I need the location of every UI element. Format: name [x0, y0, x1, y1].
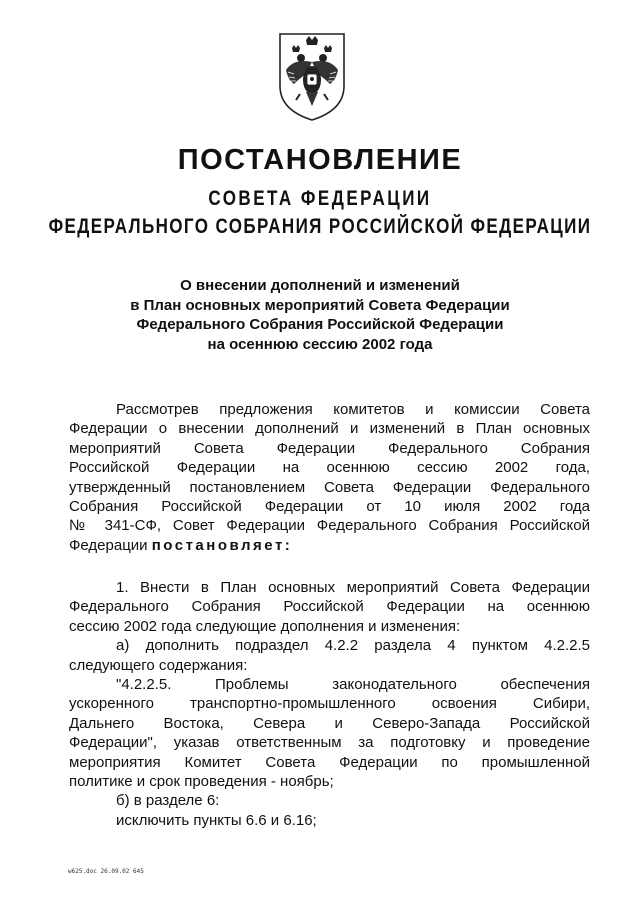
resolution-paragraph: [69, 578, 590, 830]
text-line: [69, 536, 590, 555]
text-line: а) дополнить подраздел 4.2.2 раздела 4 пунктом 4.2.2.5: [116, 637, 590, 655]
file-reference-code: w625.doc 26.09.02 645: [68, 868, 144, 875]
issuer-line-1: СОВЕТА ФЕДЕРАЦИИ: [208, 186, 432, 210]
text-line: сессию 2002 года следующие дополнения и изменения:: [69, 617, 461, 635]
text-line: Федерации о внесении дополнений и изменений в План основных: [69, 420, 590, 438]
text-line: Собрания Российской Федерации от 10 июля 2002 года: [69, 498, 590, 516]
resolves-keyword: постановляет:: [151, 536, 293, 554]
text-line: "4.2.2.5. Проблемы законодательного обеспечения: [116, 676, 590, 694]
resolution-subject: [100, 276, 540, 354]
preamble-paragraph: [69, 400, 590, 555]
text-line: Российской Федерации на осеннюю сессию 2002 года,: [69, 459, 590, 477]
text-line: Федерального Собрания Российской Федерации на осеннюю: [69, 598, 590, 616]
issuer-line-2: ФЕДЕРАЛЬНОГО СОБРАНИЯ РОССИЙСКОЙ ФЕДЕРАЦИИ: [48, 214, 592, 238]
subject-line: О внесении дополнений и изменений: [180, 277, 460, 294]
text-line: политике и срок проведения - ноябрь;: [69, 773, 334, 791]
text-line: следующего содержания:: [69, 656, 248, 674]
text-fragment: Федерации: [69, 536, 152, 554]
subject-line: Федерального Собрания Российской Федерации: [136, 316, 504, 333]
text-line: утвержденный постановлением Совета Федерации Федерального: [69, 478, 590, 496]
text-line: Рассмотрев предложения комитетов и комиссии Совета: [116, 401, 590, 418]
text-line: мероприятий Совета Федерации Федерального Собрания: [69, 439, 590, 457]
coat-of-arms-icon: [272, 28, 352, 124]
text-line: ускоренного транспортно-промышленного освоения Сибири,: [69, 695, 590, 713]
subject-line: в План основных мероприятий Совета Федерации: [130, 296, 510, 314]
document-title: ПОСТАНОВЛЕНИЕ: [177, 144, 463, 176]
text-line: 1. Внести в План основных мероприятий Совета Федерации: [116, 579, 590, 596]
text-line: б) в разделе 6:: [116, 792, 220, 810]
text-line: Федерации", указав ответственным за подготовку и проведение: [69, 734, 590, 752]
text-line: Дальнего Востока, Севера и Северо-Запада Российской: [69, 714, 590, 732]
text-line: исключить пункты 6.6 и 6.16;: [116, 811, 317, 829]
subject-line: на осеннюю сессию 2002 года: [207, 335, 433, 353]
text-line: № 341-СФ, Совет Федерации Федерального Собрания Российской: [69, 517, 590, 535]
text-line: мероприятия Комитет Совета Федерации по промышленной: [69, 753, 590, 771]
